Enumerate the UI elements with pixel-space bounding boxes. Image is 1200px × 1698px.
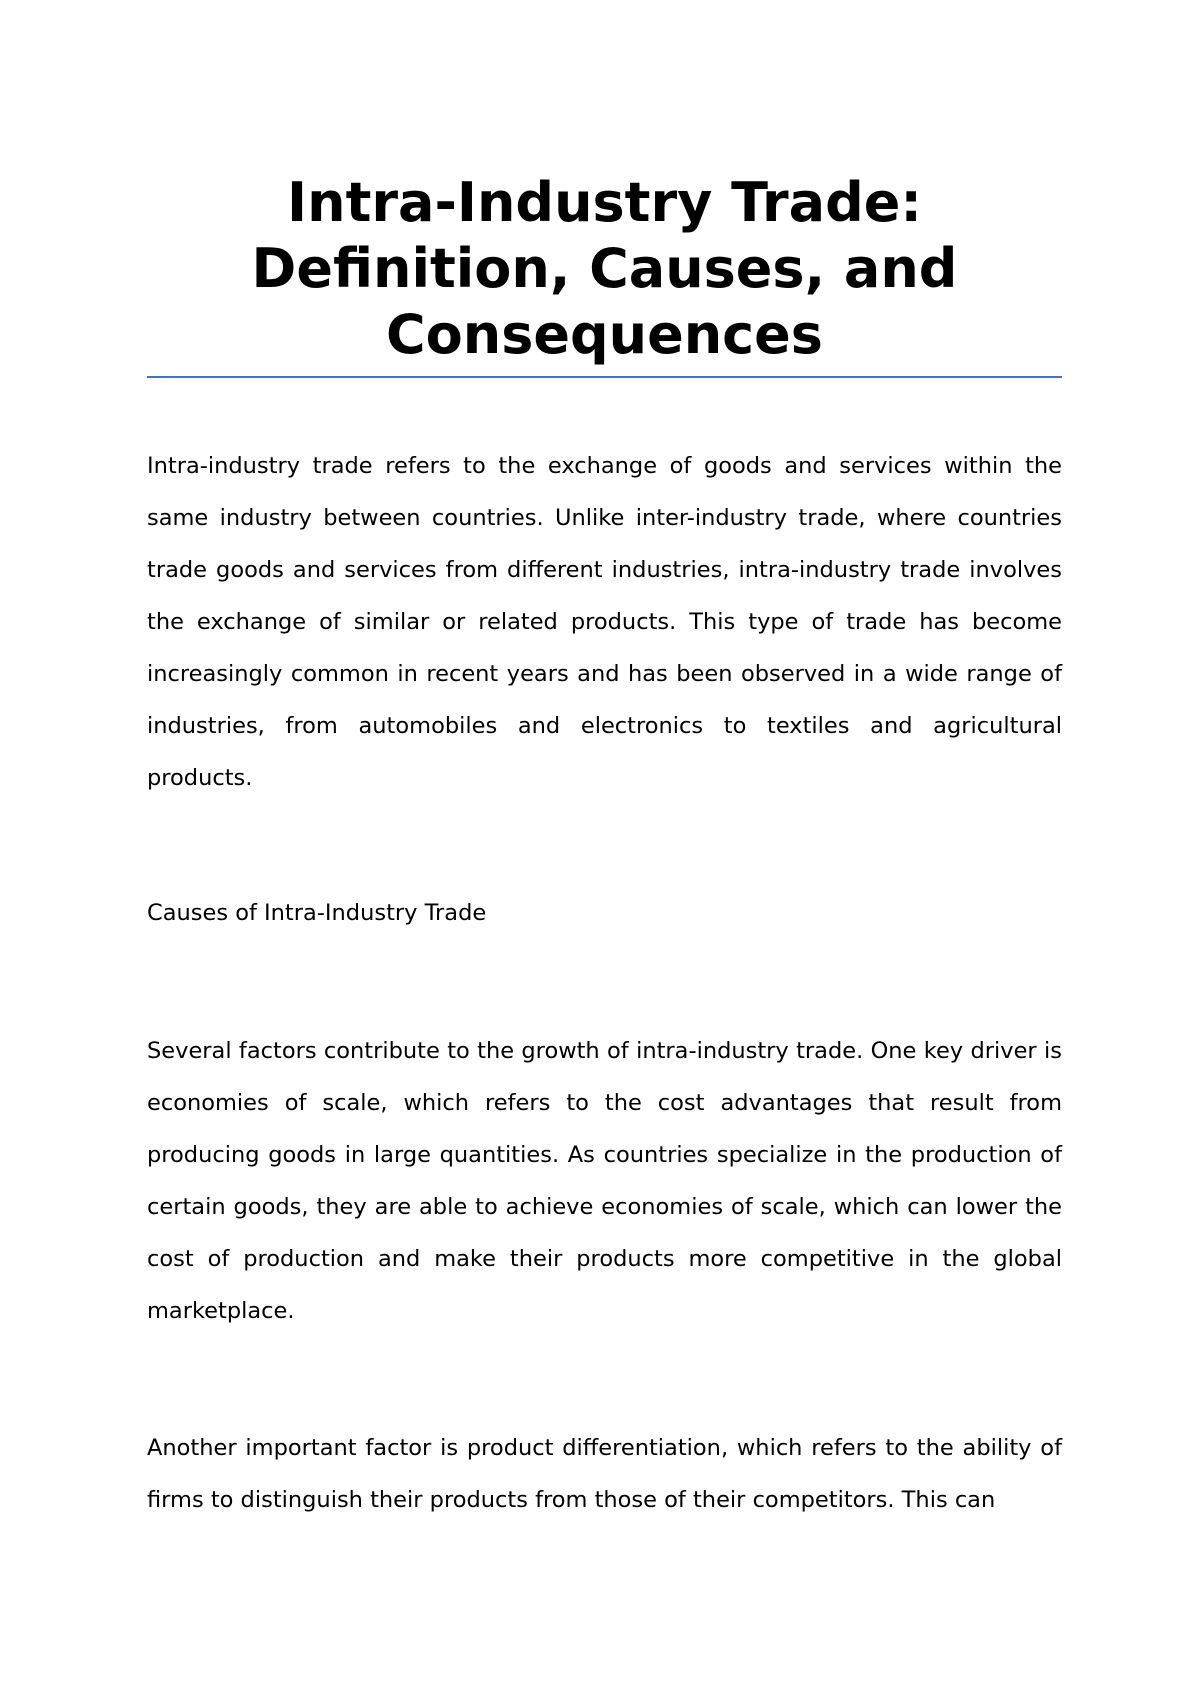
economies-of-scale-paragraph: Several factors contribute to the growth of intra-industry trade. One key driver is economies of scale, which refers to the cost advantages that result from producing goods in large quantities. As countries specialize in the production of certain goods, they are able to achieve economies of scale, which can lower the cost of production and make their products more competitive in the global marketplace. xyxy=(147,1038,1062,1324)
intro-paragraph: Intra-industry trade refers to the exchange of goods and services within the same industry between countries. Unlike inter-industry trade, where countries trade goods and services from different industries, intra-industry trade involves the exchange of similar or related products. This type of trade has become increasingly common in recent years and has been observed in a wide range of industries, from automobiles and electronics to textiles and agricultural products. xyxy=(147,453,1062,791)
title-underline-rule xyxy=(147,376,1062,378)
product-differentiation-paragraph: Another important factor is product differentiation, which refers to the ability of firms to distinguish their products from those of their competitors. This can xyxy=(147,1435,1062,1513)
causes-section-heading: Causes of Intra-Industry Trade xyxy=(147,900,487,926)
document-title: Intra-Industry Trade: Definition, Causes, and Consequences xyxy=(251,171,958,366)
